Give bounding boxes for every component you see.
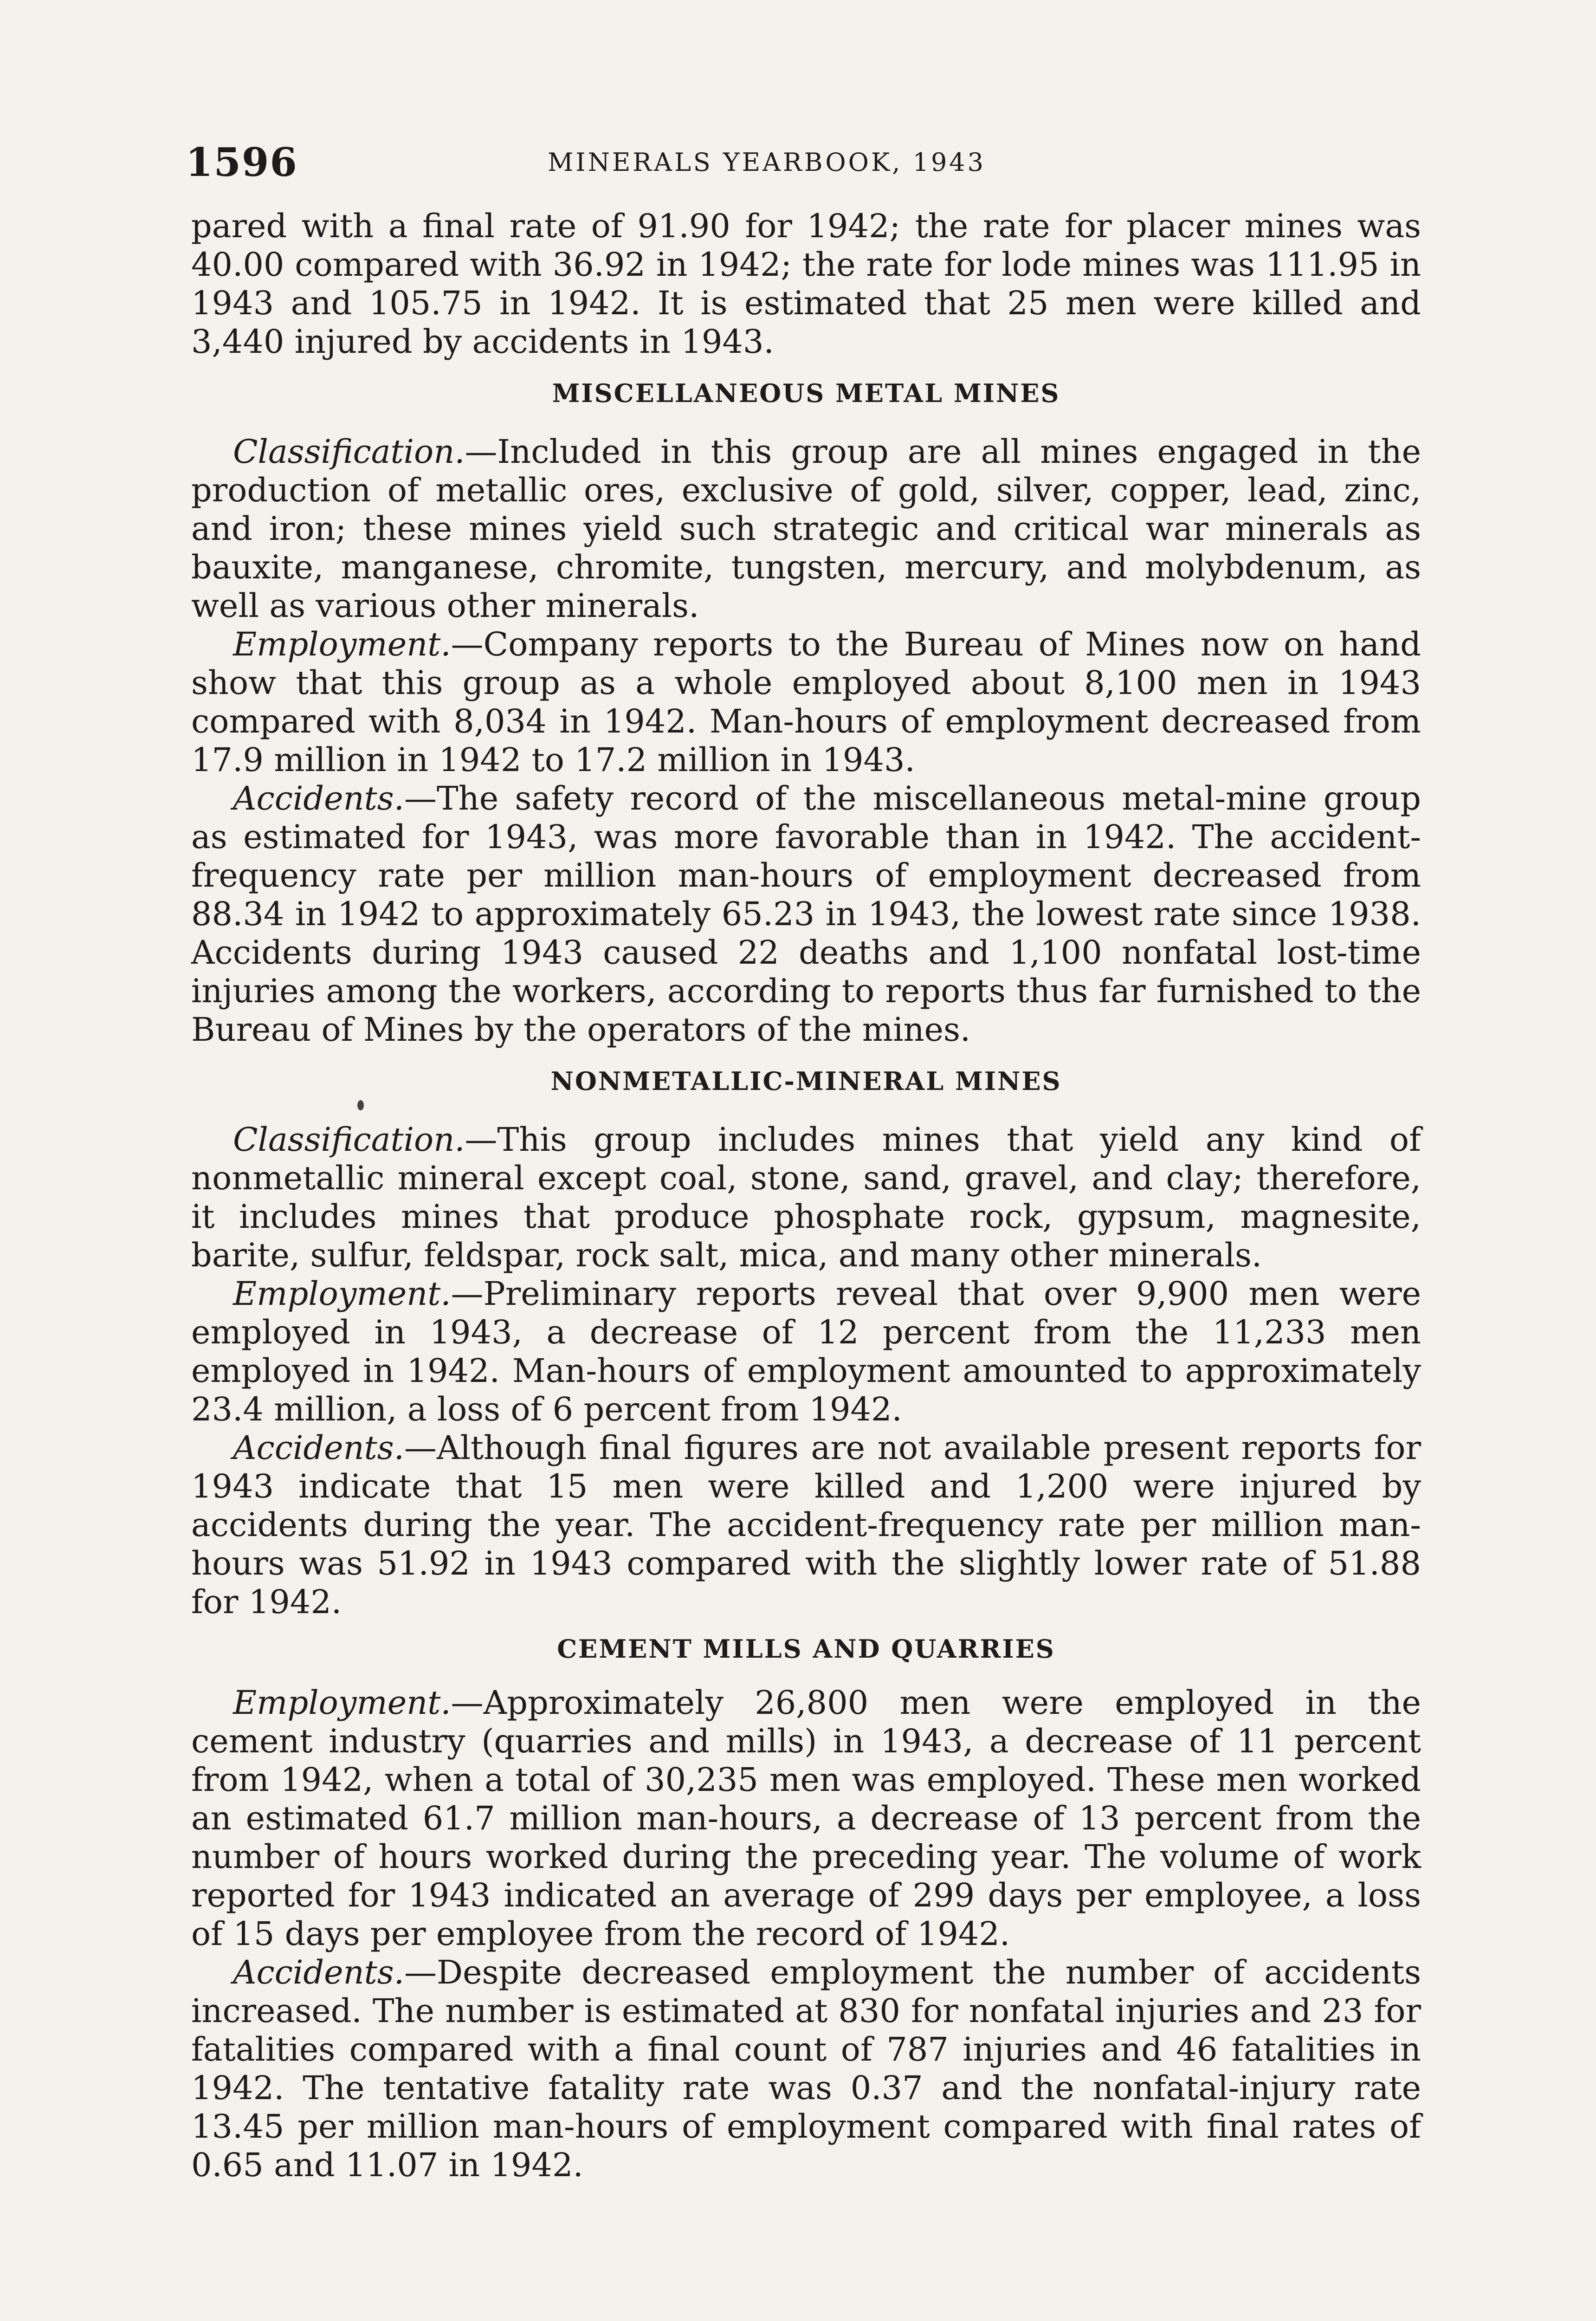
paragraph-lead: Employment. xyxy=(233,1684,451,1722)
misc-accidents-paragraph xyxy=(191,779,1421,1049)
section-heading-miscellaneous-metal-mines: MISCELLANEOUS METAL MINES xyxy=(552,378,1060,408)
misc-employment-paragraph xyxy=(191,625,1421,779)
page-number: 1596 xyxy=(186,139,298,185)
cement-employment-paragraph xyxy=(191,1684,1421,1953)
paragraph-lead: Classification. xyxy=(233,433,465,471)
section-heading-nonmetallic-mineral-mines: NONMETALLIC-MINERAL MINES xyxy=(550,1066,1062,1096)
section-heading-cement-mills-and-quarries: CEMENT MILLS AND QUARRIES xyxy=(557,1634,1055,1664)
paragraph-lead: Accidents. xyxy=(233,779,404,817)
nonmetallic-employment-paragraph xyxy=(191,1275,1421,1429)
paragraph-lead: Employment. xyxy=(233,625,451,663)
nonmetallic-classification-paragraph xyxy=(191,1121,1421,1275)
intro-paragraph: pared with a final rate of 91.90 for 1942; the rate for placer mines was 40.00 compared with 36.92 in 1942; the rate for lode mines was 111.95 in 1943 and 105.75 in 1942. It is estimated that 25 men were killed and 3,440 injured by accidents in 1943. xyxy=(191,207,1421,361)
paragraph-text: —The safety record of the miscellaneous metal-mine group as estimated for 1943, was more favorable than in 1942. The accident-frequency rate per million man-hours of employment decreased from 88.34 in 1942 to approximately 65.23 in 1943, the lowest rate since 1938. Accidents during 1943 caused 22 deaths and 1,100 nonfatal lost-time injuries among the workers, according to reports thus far furnished to the Bureau of Mines by the operators of the mines. xyxy=(191,779,1421,1049)
paragraph-text: —This group includes mines that yield any kind of nonmetallic mineral except coal, stone, sand, gravel, and clay; therefore, it includes mines that produce phosphate rock, gypsum, magnesite, barite, sulfur, feldspar, rock salt, mica, and many other minerals. xyxy=(191,1121,1421,1274)
paragraph-lead: Classification. xyxy=(233,1121,465,1159)
cement-accidents-paragraph xyxy=(191,1953,1421,2185)
paragraph-text: —Included in this group are all mines engaged in the production of metallic ores, exclusive of gold, silver, copper, lead, zinc, and iron; these mines yield such strategic and critical war minerals as bauxite, manganese, chromite, tungsten, mercury, and molybdenum, as well as various other minerals. xyxy=(191,433,1421,625)
scan-speck xyxy=(357,1100,364,1110)
paragraph-text: —Although final figures are not available present reports for 1943 indicate that 15 men were killed and 1,200 were injured by accidents during the year. The accident-frequency rate per million man-hours was 51.92 in 1943 compared with the slightly lower rate of 51.88 for 1942. xyxy=(191,1429,1421,1621)
paragraph-text: —Company reports to the Bureau of Mines now on hand show that this group as a whole employed about 8,100 men in 1943 compared with 8,034 in 1942. Man-hours of employment decreased from 17.9 million in 1942 to 17.2 million in 1943. xyxy=(191,625,1421,779)
page-body xyxy=(191,207,1421,2185)
running-title: MINERALS YEARBOOK, 1943 xyxy=(548,148,986,177)
paragraph-lead: Accidents. xyxy=(233,1953,404,1991)
paragraph-text: —Approximately 26,800 men were employed in the cement industry (quarries and mills) in 1943, a decrease of 11 percent from 1942, when a total of 30,235 men was employed. These men worked an estimated 61.7 million man-hours, a decrease of 13 percent from the number of hours worked during the preceding year. The volume of work reported for 1943 indicated an average of 299 days per employee, a loss of 15 days per employee from the record of 1942. xyxy=(191,1684,1421,1953)
paragraph-text: —Preliminary reports reveal that over 9,900 men were employed in 1943, a decrease of 12 percent from the 11,233 men employed in 1942. Man-hours of employment amounted to approximately 23.4 million, a loss of 6 percent from 1942. xyxy=(191,1275,1421,1428)
paragraph-lead: Employment. xyxy=(233,1275,451,1313)
paragraph-text: —Despite decreased employment the number of accidents increased. The number is estimated at 830 for nonfatal injuries and 23 for fatalities compared with a final count of 787 injuries and 46 fatalities in 1942. The tentative fatality rate was 0.37 and the nonfatal-injury rate 13.45 per million man-hours of employment compared with final rates of 0.65 and 11.07 in 1942. xyxy=(191,1953,1421,2184)
misc-classification-paragraph xyxy=(191,433,1421,625)
paragraph-lead: Accidents. xyxy=(233,1429,404,1467)
nonmetallic-accidents-paragraph xyxy=(191,1429,1421,1621)
page-header xyxy=(186,139,1429,190)
